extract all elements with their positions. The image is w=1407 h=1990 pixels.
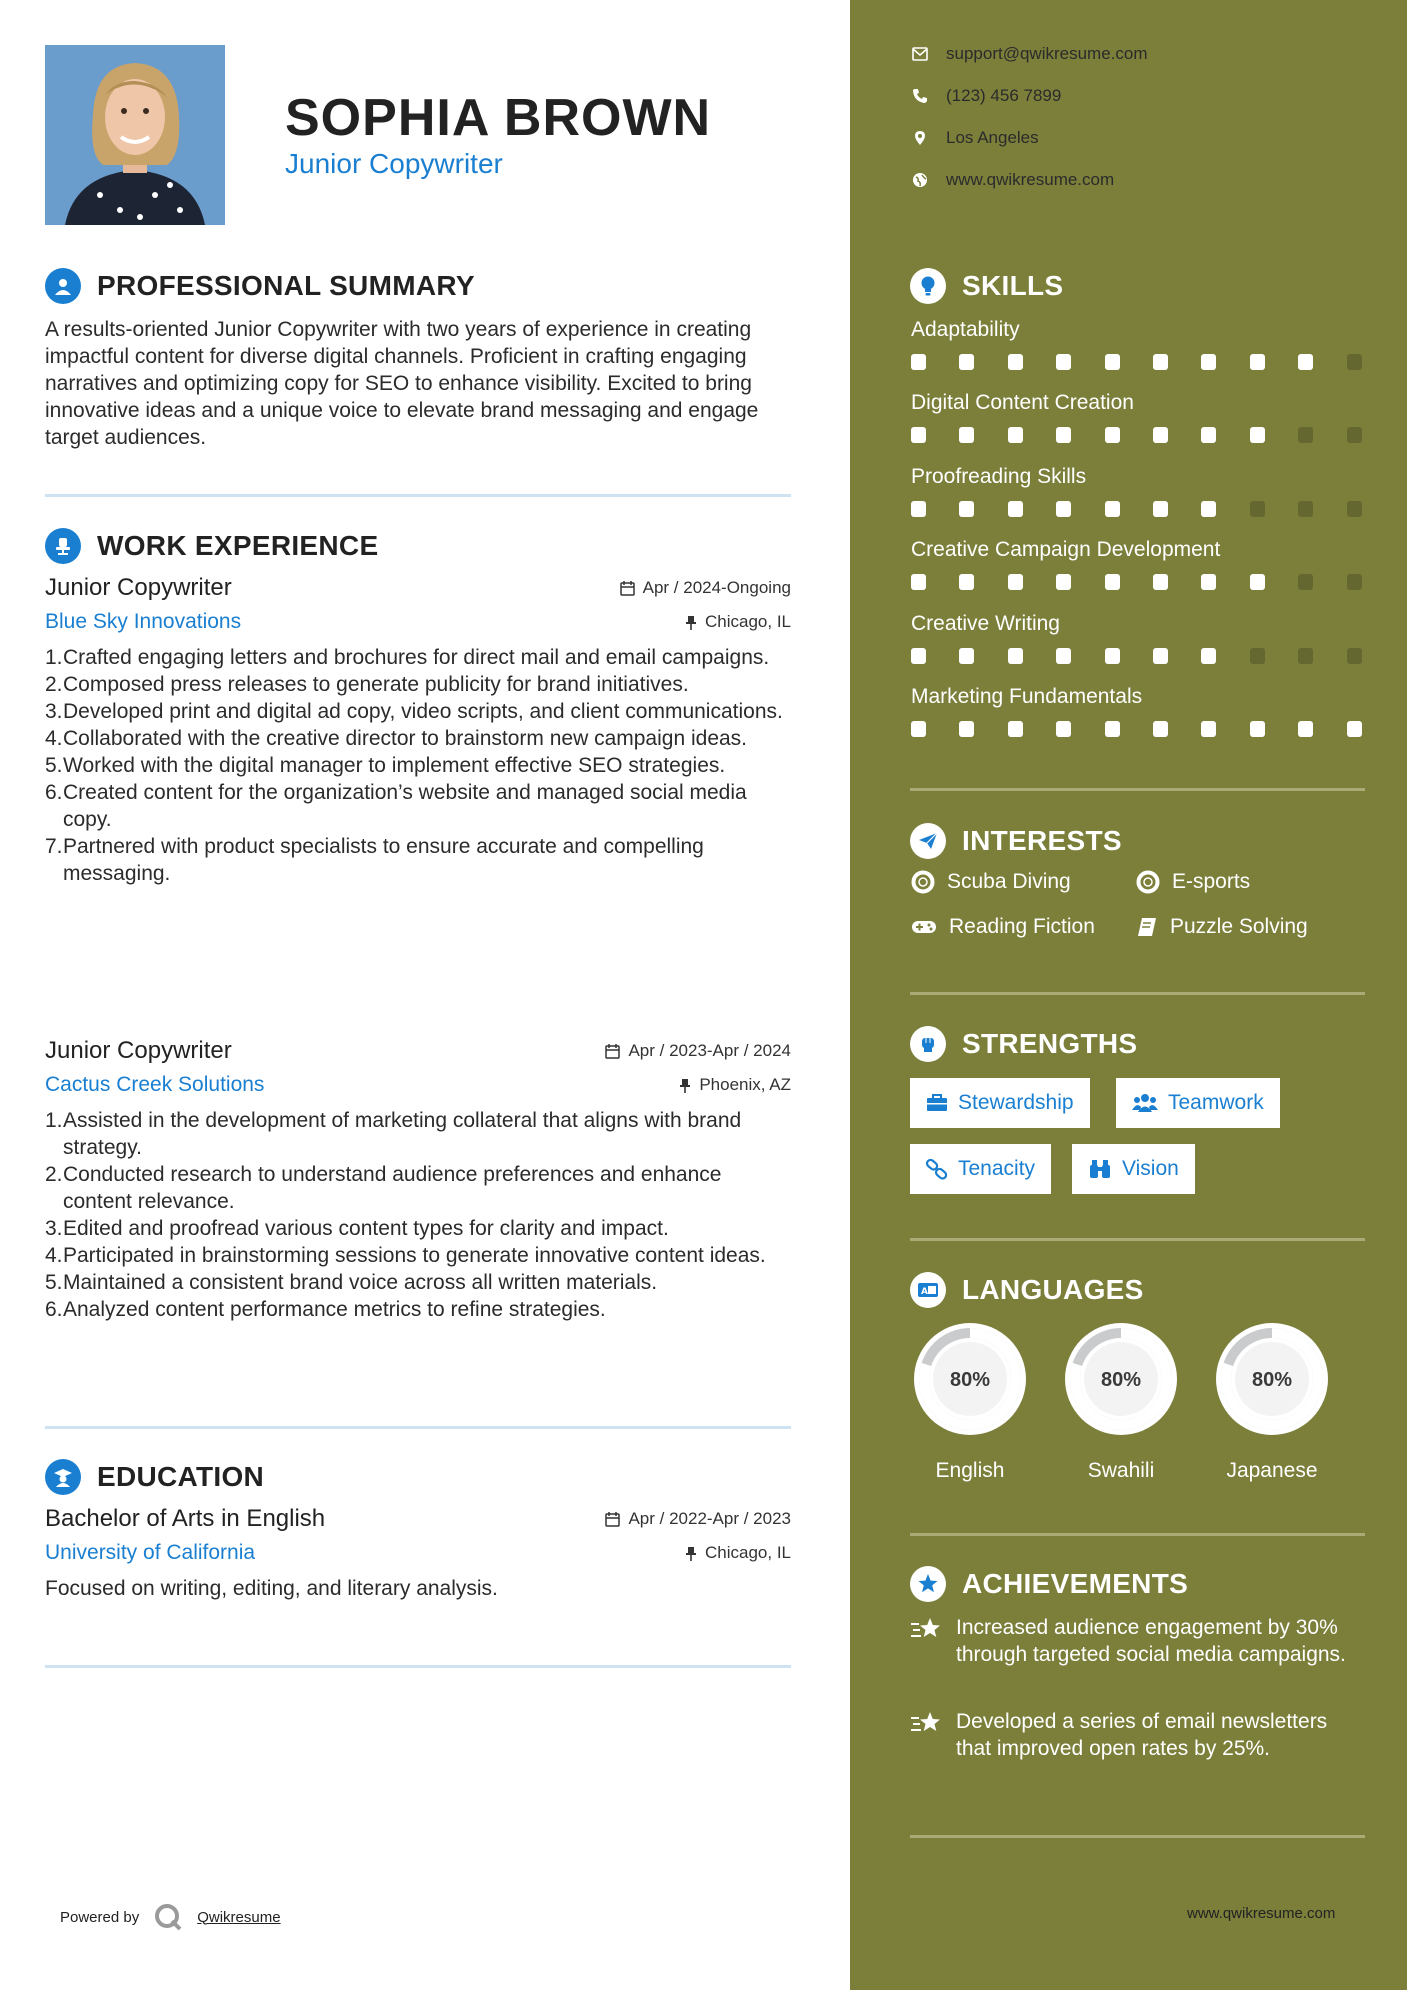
email-text: support@qwikresume.com: [946, 44, 1148, 63]
language-name: Japanese: [1226, 1459, 1318, 1482]
life-ring-icon: [1136, 870, 1160, 894]
skill-name: Digital Content Creation: [911, 391, 1134, 415]
list-item: 2.Composed press releases to generate publicity for brand initiatives.: [45, 673, 689, 696]
language-name: Swahili: [1087, 1459, 1155, 1482]
skill-level-dot: [1008, 721, 1023, 737]
list-item: 1.Crafted engaging letters and brochures for direct mail and email campaigns.: [45, 646, 770, 669]
language-progress-ring: [1211, 1318, 1333, 1440]
profile-photo-image: [45, 45, 225, 225]
skill-level-meter: [911, 721, 1366, 737]
degree: Bachelor of Arts in English: [45, 1505, 326, 1532]
job-entry: [45, 1037, 791, 1323]
summary-text: A results-oriented Junior Copywriter with two years of experience in creating impactful content for diverse digital channels. Proficient in crafting engaging narratives and optimizing copy for SEO to enhance visibility. Excited to bring innovative ideas and a unique voice to elevate brand messaging and engage target audiences.: [45, 318, 759, 449]
footer-powered-by: [60, 1902, 281, 1932]
user-icon: [45, 268, 81, 304]
skill-name: Creative Writing: [911, 611, 1060, 635]
achievement-item: [910, 1708, 1360, 1762]
skill-level-dot: [1250, 427, 1265, 443]
svg-text:A: A: [921, 1287, 928, 1297]
education-heading: [45, 1459, 264, 1495]
skill-level-dot: [959, 427, 974, 443]
interest-item: [1136, 915, 1308, 939]
skill-level-dot: [1250, 721, 1265, 737]
language-item: [1211, 1318, 1333, 1483]
users-icon: [1132, 1093, 1158, 1113]
skill-level-dot: [1008, 354, 1023, 370]
briefcase-icon: [926, 1094, 948, 1112]
skill-level-dot: [1201, 721, 1216, 737]
skill-level-dot: [1056, 501, 1071, 517]
pin-icon: [685, 1546, 697, 1561]
interests-title: INTERESTS: [962, 825, 1122, 856]
language-percent: 80%: [949, 1369, 991, 1391]
languages-heading: [910, 1272, 1144, 1308]
strength-label: Vision: [1122, 1157, 1179, 1180]
strength-badge: [910, 1144, 1051, 1194]
skill-level-dot: [1105, 648, 1120, 664]
skill-level-dot: [1105, 427, 1120, 443]
skill-level-dot: [1201, 648, 1216, 664]
skill-level-dot: [1056, 648, 1071, 664]
skill-level-dot: [959, 648, 974, 664]
shooting-star-icon: [910, 1616, 944, 1644]
job-date: [620, 578, 791, 598]
briefcase-chair-icon: [45, 528, 81, 564]
skill-level-dot: [1201, 501, 1216, 517]
job-location: [685, 612, 791, 632]
experience-heading: [45, 528, 378, 564]
job-company: Blue Sky Innovations: [45, 610, 242, 633]
skill-level-dot: [1298, 427, 1313, 443]
education-title: EDUCATION: [97, 1461, 265, 1492]
achievement-text: Increased audience engagement by 30% through targeted social media campaigns.: [956, 1616, 1346, 1666]
skill-level-dot: [1153, 427, 1168, 443]
education-date: [605, 1509, 791, 1529]
divider: [910, 992, 1365, 995]
fist-icon: [910, 1026, 946, 1062]
location-text: Los Angeles: [946, 128, 1039, 147]
skill-level-dot: [1153, 648, 1168, 664]
list-item: 2.Conducted research to understand audience preferences and enhance content relevance.: [45, 1163, 722, 1213]
skill-level-dot: [1105, 721, 1120, 737]
list-item: 3.Edited and proofread various content types for clarity and impact.: [45, 1217, 669, 1240]
interest-item: [911, 870, 1071, 894]
divider: [45, 494, 791, 497]
strength-label: Teamwork: [1168, 1091, 1264, 1114]
language-progress-ring: [1060, 1318, 1182, 1440]
language-icon: [910, 1272, 946, 1308]
skill-level-dot: [1056, 721, 1071, 737]
skill-level-dot: [911, 354, 926, 370]
skill-name: Creative Campaign Development: [911, 538, 1221, 562]
skill-level-meter: [911, 648, 1366, 664]
skill-level-dot: [959, 501, 974, 517]
skill-level-dot: [1153, 354, 1168, 370]
skill-level-dot: [1105, 354, 1120, 370]
book-icon: [1136, 916, 1158, 938]
contact-email[interactable]: [912, 44, 1148, 64]
skill-level-meter: [911, 501, 1366, 517]
skill-level-dot: [911, 427, 926, 443]
calendar-icon: [605, 1044, 620, 1059]
paper-plane-icon: [910, 823, 946, 859]
skill-level-dot: [1201, 574, 1216, 590]
pin-icon: [679, 1078, 691, 1093]
job-company: Cactus Creek Solutions: [45, 1073, 265, 1096]
profile-photo: [45, 45, 225, 225]
contact-phone[interactable]: [912, 86, 1061, 106]
divider: [910, 788, 1365, 791]
language-item: [909, 1318, 1031, 1483]
skill-level-dot: [1153, 501, 1168, 517]
language-name: English: [935, 1459, 1005, 1482]
divider: [45, 1665, 791, 1668]
skill-level-dot: [911, 721, 926, 737]
skill-level-dot: [1008, 648, 1023, 664]
interest-label: Reading Fiction: [949, 915, 1095, 938]
strength-badge: [1116, 1078, 1280, 1128]
skill-level-dot: [1347, 574, 1362, 590]
skill-level-dot: [1250, 574, 1265, 590]
language-percent: 80%: [1251, 1369, 1293, 1391]
qwikresume-link[interactable]: Qwikresume: [197, 1908, 281, 1926]
list-item: 5.Maintained a consistent brand voice across all written materials.: [45, 1271, 658, 1294]
education-description: Focused on writing, editing, and literary analysis.: [45, 1577, 498, 1600]
phone-icon: [912, 88, 928, 104]
divider: [910, 1835, 1365, 1838]
achievement-text: Developed a series of email newsletters that improved open rates by 25%.: [956, 1710, 1328, 1760]
language-percent: 80%: [1100, 1369, 1142, 1391]
pin-icon: [685, 615, 697, 630]
skill-level-dot: [1056, 574, 1071, 590]
skill-level-dot: [1298, 648, 1313, 664]
skill-level-dot: [1298, 354, 1313, 370]
languages-title: LANGUAGES: [962, 1274, 1144, 1305]
language-item: [1060, 1318, 1182, 1483]
link-icon: [926, 1158, 948, 1180]
strength-badge: [1072, 1144, 1195, 1194]
job-entry: [45, 574, 791, 887]
skill-level-dot: [1008, 427, 1023, 443]
candidate-name: SOPHIA BROWN: [285, 89, 712, 147]
summary-title: PROFESSIONAL SUMMARY: [97, 270, 475, 301]
education-location: [685, 1543, 791, 1563]
skill-level-dot: [1347, 354, 1362, 370]
qwikresume-logo-icon: [153, 1902, 183, 1932]
list-item: 4.Participated in brainstorming sessions to generate innovative content ideas.: [45, 1244, 766, 1267]
interest-label: Puzzle Solving: [1170, 915, 1308, 938]
achievements-title: ACHIEVEMENTS: [962, 1568, 1189, 1599]
skill-level-dot: [1347, 648, 1362, 664]
strength-badge: [910, 1078, 1090, 1128]
education-location-text: Chicago, IL: [705, 1543, 791, 1562]
skill-level-dot: [1250, 648, 1265, 664]
achievement-item: [910, 1614, 1360, 1668]
skill-level-dot: [1201, 427, 1216, 443]
experience-title: WORK EXPERIENCE: [97, 530, 379, 561]
divider: [910, 1533, 1365, 1536]
skill-level-dot: [959, 721, 974, 737]
interest-item: [911, 915, 1095, 939]
skill-level-dot: [1008, 574, 1023, 590]
skills-title: SKILLS: [962, 270, 1064, 301]
skill-level-dot: [911, 501, 926, 517]
job-location-text: Phoenix, AZ: [699, 1075, 791, 1094]
envelope-icon: [912, 47, 928, 61]
skill-level-dot: [1250, 354, 1265, 370]
list-item: 1.Assisted in the development of marketing collateral that aligns with brand strategy.: [45, 1109, 742, 1159]
list-item: 3.Developed print and digital ad copy, video scripts, and client communications.: [45, 700, 783, 723]
skill-level-dot: [911, 574, 926, 590]
skill-level-dot: [1056, 354, 1071, 370]
skill-level-dot: [1347, 721, 1362, 737]
skill-name: Marketing Fundamentals: [911, 685, 1143, 708]
language-progress-ring: [909, 1318, 1031, 1440]
calendar-icon: [620, 581, 635, 596]
job-bullets: [45, 1107, 791, 1323]
list-item: 5.Worked with the digital manager to implement effective SEO strategies.: [45, 754, 726, 777]
location-pin-icon: [912, 130, 928, 146]
education-entry: [45, 1505, 791, 1601]
graduate-icon: [45, 1459, 81, 1495]
skill-level-meter: [911, 354, 1366, 370]
lightbulb-icon: [910, 268, 946, 304]
job-location-text: Chicago, IL: [705, 612, 791, 631]
strengths-heading: [910, 1026, 1137, 1062]
skill-level-dot: [1056, 427, 1071, 443]
job-title: Junior Copywriter: [45, 1037, 232, 1064]
skill-level-dot: [1008, 501, 1023, 517]
skill-level-dot: [1298, 574, 1313, 590]
divider: [910, 1238, 1365, 1241]
strengths-title: STRENGTHS: [962, 1028, 1138, 1059]
interests-heading: [910, 823, 1122, 859]
school: University of California: [45, 1541, 256, 1564]
skill-level-dot: [1347, 501, 1362, 517]
achievements-heading: [910, 1566, 1188, 1602]
footer-website[interactable]: www.qwikresume.com: [1187, 1905, 1336, 1922]
candidate-title: Junior Copywriter: [285, 148, 503, 179]
shooting-star-icon: [910, 1710, 944, 1738]
skill-level-meter: [911, 427, 1366, 443]
list-item: 6.Analyzed content performance metrics to refine strategies.: [45, 1298, 606, 1321]
list-item: 4.Collaborated with the creative director to brainstorm new campaign ideas.: [45, 727, 748, 750]
interest-item: [1136, 870, 1250, 894]
skill-level-dot: [1298, 501, 1313, 517]
skill-level-dot: [959, 354, 974, 370]
summary-heading: [45, 268, 475, 304]
list-item: 7.Partnered with product specialists to ensure accurate and compelling messaging.: [45, 835, 704, 885]
skill-level-dot: [1153, 574, 1168, 590]
job-title: Junior Copywriter: [45, 574, 232, 601]
binoculars-icon: [1088, 1159, 1112, 1179]
job-date: [605, 1041, 791, 1061]
interest-label: Scuba Diving: [947, 870, 1071, 893]
job-date-text: Apr / 2023-Apr / 2024: [628, 1041, 791, 1060]
contact-website[interactable]: [912, 170, 1114, 190]
skill-level-dot: [1153, 721, 1168, 737]
strength-label: Tenacity: [958, 1157, 1036, 1180]
website-text: www.qwikresume.com: [946, 170, 1115, 189]
job-location: [679, 1075, 791, 1095]
skill-level-dot: [1201, 354, 1216, 370]
globe-icon: [912, 172, 928, 188]
education-date-text: Apr / 2022-Apr / 2023: [628, 1509, 791, 1528]
life-ring-icon: [911, 870, 935, 894]
skill-level-dot: [1298, 721, 1313, 737]
skill-level-dot: [1250, 501, 1265, 517]
job-bullets: [45, 644, 791, 887]
skill-level-dot: [959, 574, 974, 590]
gamepad-icon: [911, 918, 937, 936]
interest-label: E-sports: [1172, 870, 1251, 893]
divider: [45, 1426, 791, 1429]
skill-level-dot: [911, 648, 926, 664]
skill-level-dot: [1105, 501, 1120, 517]
powered-by-text: Powered by: [60, 1908, 140, 1926]
calendar-icon: [605, 1512, 620, 1527]
skill-level-meter: [911, 574, 1366, 590]
skills-heading: [910, 268, 1063, 304]
list-item: 6.Created content for the organization’s website and managed social media copy.: [45, 781, 747, 831]
skill-name: Adaptability: [911, 318, 1020, 341]
phone-text: (123) 456 7899: [946, 86, 1062, 105]
skill-level-dot: [1347, 427, 1362, 443]
contact-location: [912, 128, 1039, 148]
skill-level-dot: [1105, 574, 1120, 590]
star-badge-icon: [910, 1566, 946, 1602]
skill-name: Proofreading Skills: [911, 464, 1087, 488]
strength-label: Stewardship: [958, 1091, 1074, 1114]
job-date-text: Apr / 2024-Ongoing: [642, 578, 791, 597]
